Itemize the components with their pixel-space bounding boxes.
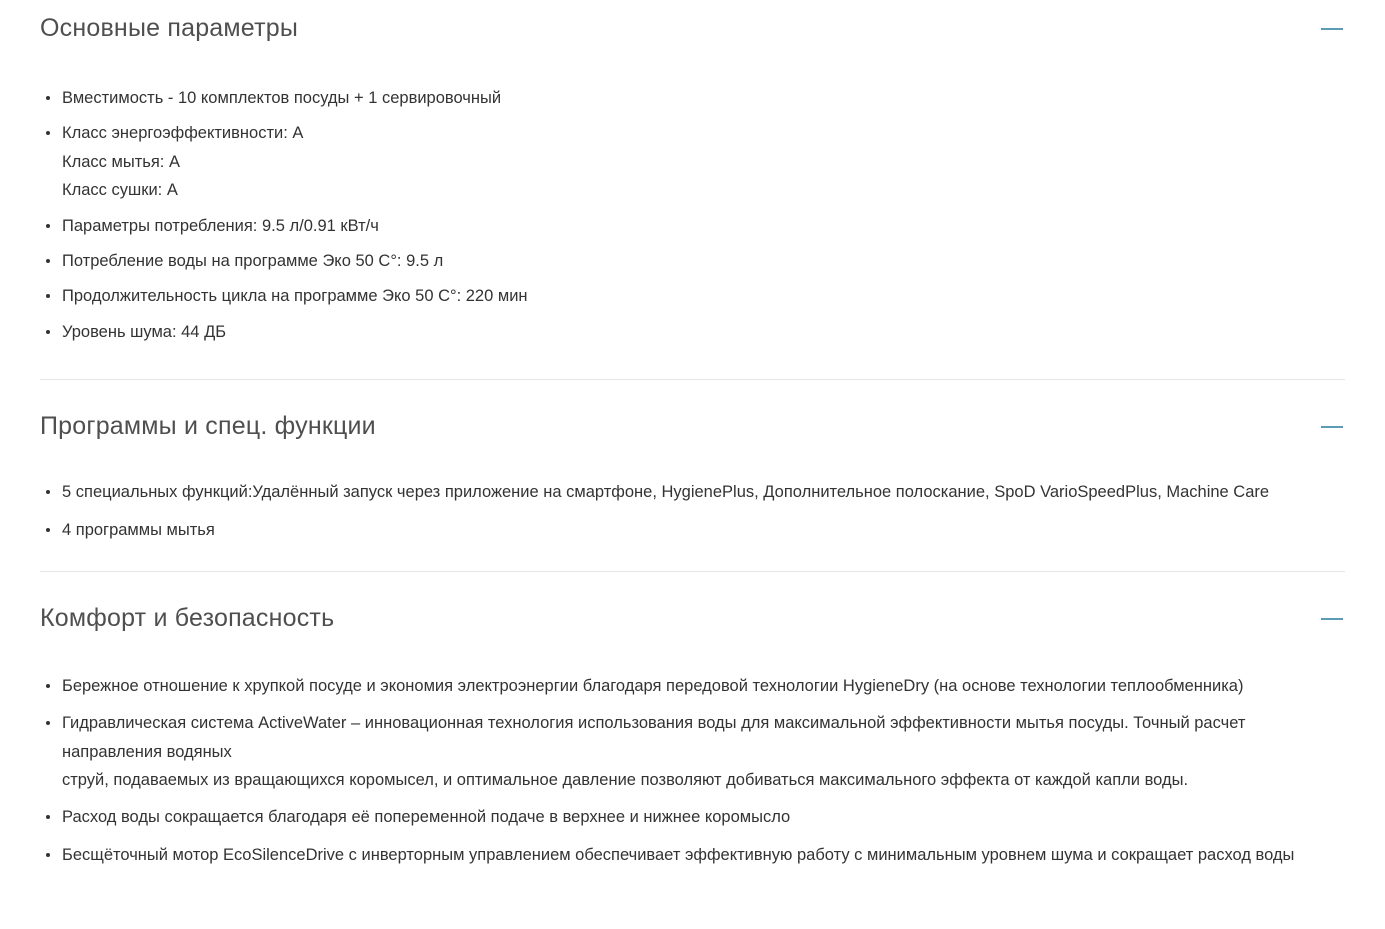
section-header-programs[interactable]	[40, 398, 1345, 454]
list-item	[40, 478, 1345, 506]
list-item	[40, 212, 1345, 240]
list-item-line: 5 специальных функций:Удалённый запуск через приложение на смартфоне, HygienePlus, Дополнительное полоскание, SpoD VarioSpeedPlus, Machine Care	[62, 483, 1270, 501]
list-item-line: Класс мытья: А	[62, 152, 180, 171]
list-item-line: Бережное отношение к хрупкой посуде и экономия электроэнергии благодаря передовой технологии HygieneDry (на основе технологии теплообменника)	[62, 676, 1244, 695]
list-item-line: Продолжительность цикла на программе Эко 50 С°: 220 мин	[62, 287, 528, 306]
section-body-comfort	[40, 646, 1345, 898]
list-item	[40, 119, 1345, 204]
list-item	[40, 318, 1345, 346]
list-item	[40, 672, 1345, 700]
list-item-line: Потребление воды на программе Эко 50 С°: 9.5 л	[62, 251, 444, 270]
list-item-line: струй, подаваемых из вращающихся коромысел, и оптимальное давление позволяют добиваться максимального эффекта от каждой капли воды.	[62, 770, 1189, 789]
list-item	[40, 247, 1345, 275]
minus-icon[interactable]	[1319, 605, 1345, 631]
minus-icon[interactable]	[1319, 15, 1345, 41]
minus-icon[interactable]	[1319, 413, 1345, 439]
list-item-line: Параметры потребления: 9.5 л/0.91 кВт/ч	[62, 216, 379, 235]
section-body-programs	[40, 454, 1345, 571]
spec-section-main	[40, 0, 1345, 380]
list-item	[40, 709, 1345, 794]
list-item	[40, 282, 1345, 310]
section-header-comfort[interactable]	[40, 590, 1345, 646]
list-item-line: Бесщёточный мотор EcoSilenceDrive с инверторным управлением обеспечивает эффективную работу с минимальным уровнем шума и сокращает расход воды	[62, 845, 1295, 864]
list-item	[40, 841, 1345, 869]
list-item	[40, 516, 1345, 544]
section-header-main[interactable]	[40, 0, 1345, 56]
spec-section-comfort	[40, 590, 1345, 898]
list-item	[40, 84, 1345, 112]
list-item	[40, 803, 1345, 831]
list-item-line: Вместимость - 10 комплектов посуды + 1 сервировочный	[62, 89, 502, 107]
list-item-line: Класс энергоэффективности: А	[62, 124, 304, 143]
section-title-programs: Программы и спец. функции	[40, 412, 376, 440]
section-body-main	[40, 56, 1345, 379]
list-item-line: Уровень шума: 44 ДБ	[62, 322, 227, 341]
section-title-comfort: Комфорт и безопасность	[40, 603, 335, 632]
spec-section-programs	[40, 398, 1345, 572]
spec-list-comfort	[40, 672, 1345, 869]
list-item-line: Расход воды сокращается благодаря её попеременной подаче в верхнее и нижнее коромысло	[62, 808, 791, 827]
section-title-main: Основные параметры	[40, 14, 298, 42]
list-item-line: 4 программы мытья	[62, 521, 215, 540]
spec-list-main	[40, 84, 1345, 346]
list-item-line: Гидравлическая система ActiveWater – инновационная технология использования воды для максимальной эффективности мытья посуды. Точный расчет направления водяных	[62, 714, 1246, 761]
spec-list-programs	[40, 478, 1345, 545]
list-item-line: Класс сушки: А	[62, 181, 178, 200]
